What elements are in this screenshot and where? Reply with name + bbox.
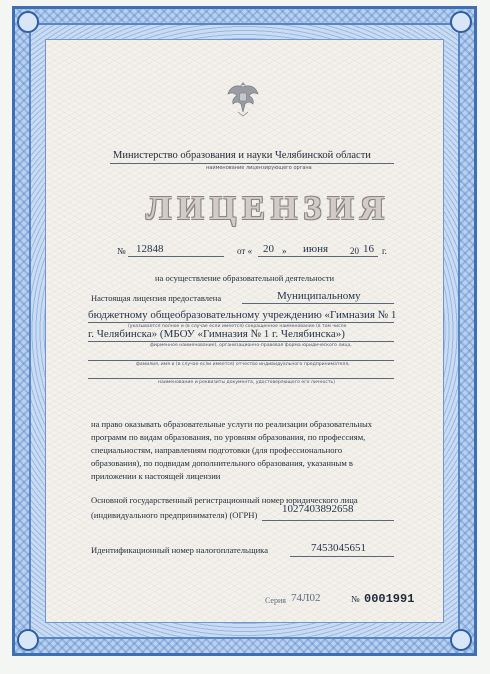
inn-label: Идентификационный номер налогоплательщика [91,545,269,555]
ministry-underline [110,163,394,164]
serial-number: 0001991 [364,592,415,606]
license-number: 12848 [136,243,164,255]
inn-value: 7453045651 [311,542,366,554]
holder-underline-2 [88,322,394,323]
license-title: ЛИЦЕНЗИЯ [146,190,391,227]
caption-entrepreneur: фамилия, имя и (в случае если имеется) отчество индивидуального предпринимателя, [136,362,350,367]
holder-line-2: бюджетному общеобразовательному учреждению «Гимназия № 1 [88,309,397,321]
corner-ornament-top-left [17,11,39,33]
license-subject: на осуществление образовательной деятельности [155,273,335,283]
date-underline [258,256,378,257]
holder-underline-5 [88,378,394,379]
caption-full-name: (указывается полное и (в случае если имеется) сокращенное наименование (в том числе [128,324,347,329]
coat-of-arms-icon [226,78,260,118]
rights-line-4: образования), по подвидам дополнительного образования, указанным в [91,458,353,468]
corner-ornament-top-right [450,11,472,33]
serial-label: № [351,594,360,604]
date-year-suffix: г. [382,246,387,256]
date-year: 16 [363,243,374,255]
ministry-name: Министерство образования и науки Челябинской области [113,150,371,161]
date-day: 20 [263,243,274,255]
number-label: № [117,246,126,256]
issued-label: Настоящая лицензия предоставлена [91,293,222,303]
caption-legal-form: фирменное наименование), организационно-правовая форма юридического лица, [150,343,352,348]
rights-line-2: программ по видам образования, по уровням образования, по профессиям, [91,432,366,442]
ogrn-label-line-2: (индивидуального предпринимателя) (ОГРН) [91,510,258,520]
holder-underline-1 [242,303,394,304]
holder-line-1: Муниципальному [277,290,361,302]
date-mid: » [282,246,287,256]
holder-underline-3 [88,341,394,342]
corner-ornament-bottom-left [17,629,39,651]
rights-line-1: на право оказывать образовательные услуги по реализации образовательных [91,419,373,429]
number-underline [128,256,224,257]
rights-line-3: специальностям, направлениям подготовки (для профессионального [91,445,343,455]
inn-underline [290,556,394,557]
holder-underline-4 [88,360,394,361]
date-year-prefix: 20 [350,246,359,256]
series-label: Серия [265,596,286,605]
series-value: 74Л02 [291,592,321,604]
corner-ornament-bottom-right [450,629,472,651]
ministry-caption: наименование лицензирующего органа [206,165,312,171]
rights-line-5: приложении к настоящей лицензии [91,471,221,481]
ogrn-label-line-1: Основной государственный регистрационный номер юридического лица [91,495,358,505]
caption-identity-document: наименование и реквизиты документа, удостоверяющего его личность) [158,380,336,385]
date-prefix: от « [237,246,253,256]
ogrn-value: 1027403892658 [282,503,354,515]
holder-line-3: г. Челябинска» (МБОУ «Гимназия № 1 г. Челябинска») [88,328,345,340]
ogrn-underline [262,520,394,521]
date-month: июня [303,243,329,255]
